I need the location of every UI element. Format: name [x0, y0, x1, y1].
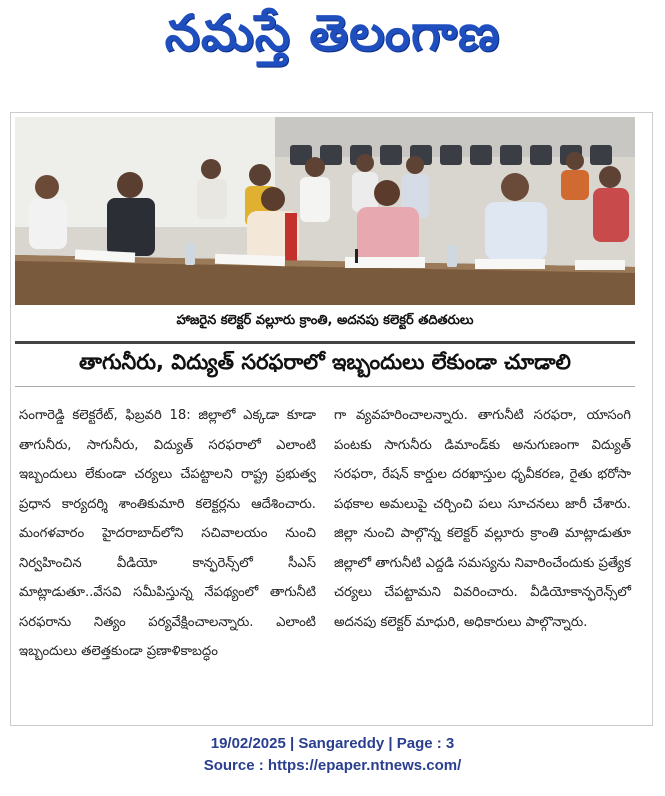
- article-column-1: [19, 401, 316, 719]
- article-column-2: [334, 401, 631, 719]
- source-footer: [0, 733, 665, 777]
- masthead: [0, 0, 665, 78]
- article-text: గా వ్యవహరించాలన్నారు. తాగునీటి సరఫరా, యాసంగి పంటకు సాగునీరు డిమాండ్‌కు అనుగుణంగా విద్యుత్ సరఫరా, రేషన్ కార్డుల దరఖాస్తుల ధృవీకరణ, రైతు భరోసా పథకాల అమలుపై చర్చించి పలు సూచనలు జారీ చేశారు. జిల్లా నుంచి పాల్గొన్న కలెక్టర్ వల్లూరు క్రాంతి మాట్లాడుతూ జిల్లాలో తాగునీటి ఎద్దడి సమస్యను నివారించేందుకు ప్రత్యేక చర్యలు చేపట్టామని వివరించారు. వీడియోకాన్ఫరెన్స్‌లో అదనపు కలెక్టర్ మాధురి, అధికారులు పాల్గొన్నారు.: [334, 408, 631, 630]
- article-body: [19, 401, 631, 719]
- news-clipping: [10, 112, 653, 726]
- article-headline: తాగునీరు, విద్యుత్ సరఫరాలో ఇబ్బందులు లేకుండా చూడాలి: [79, 350, 571, 374]
- date-location-page: 19/02/2025 | Sangareddy | Page : 3: [210, 735, 455, 752]
- newspaper-logo: నమస్తే తెలంగాణ: [164, 3, 501, 62]
- article-text: సంగారెడ్డి కలెక్టరేట్, ఫిబ్రవరి 18: జిల్లాలో ఎక్కడా కూడా తాగునీరు, సాగునీరు, విద్యుత్ సరఫరాలో ఎలాంటి ఇబ్బందులు లేకుండా చర్యలు చేపట్టాలని రాష్ట్ర ప్రభుత్వ ప్రధాన కార్యదర్శి శాంతికుమారి కలెక్టర్లను ఆదేశించారు. మంగళవారం హైదరాబాద్‌లోని సచివాలయం నుంచి నిర్వహించిన వీడియో కాన్ఫరెన్స్‌లో సీఎస్ మాట్లాడుతూ..వేసవి సమీపిస్తున్న నేపథ్యంలో తాగునీటి సరఫరాను నిత్యం పర్యవేక్షించాలన్నారు. ఎలాంటి ఇబ్బందులు తలెత్తకుండా ప్రణాళికాబద్ధం: [19, 408, 316, 659]
- headline-bar: [15, 341, 635, 387]
- photo-caption: హాజరైన కలెక్టర్ వల్లూరు క్రాంతి, అదనపు కలెక్టర్ తదితరులు: [176, 313, 474, 328]
- source-link[interactable]: Source : https://epaper.ntnews.com/: [203, 757, 462, 774]
- meeting-photo: [15, 117, 635, 305]
